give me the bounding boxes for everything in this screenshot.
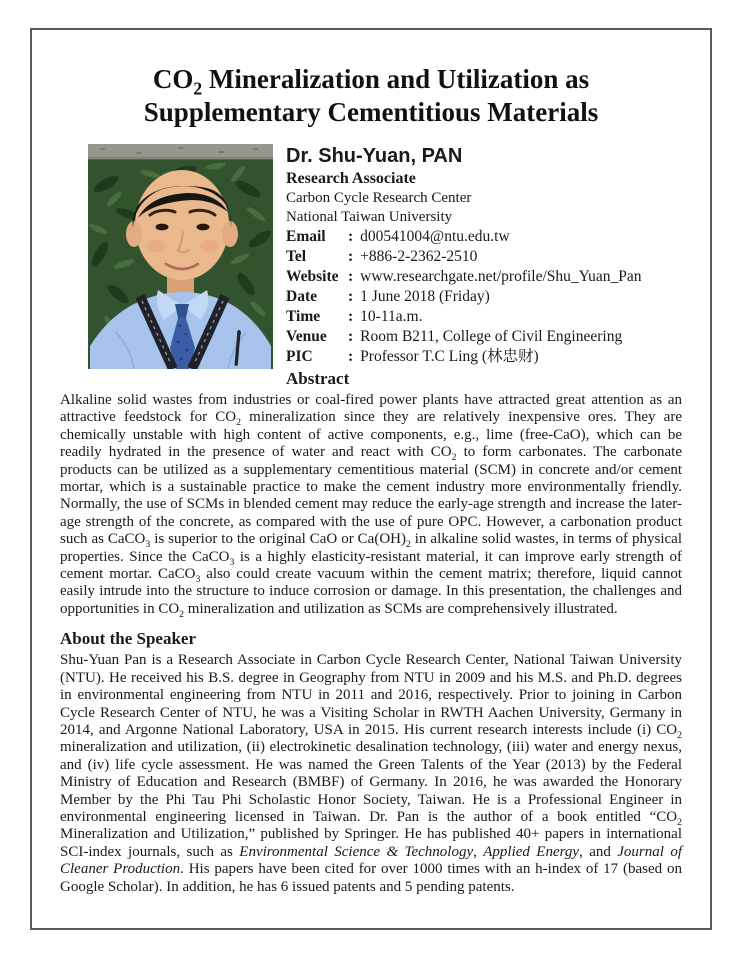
date-value: 1 June 2018 (Friday) — [360, 288, 490, 305]
date-separator: : — [348, 288, 354, 305]
pic-label: PIC — [286, 348, 313, 365]
pic-value: Professor T.C Ling (林忠财) — [360, 348, 539, 365]
email-separator: : — [348, 228, 354, 245]
seminar-title-line1: $CO_2$ Mineralization and Utilization as — [152, 64, 590, 99]
time-separator: : — [348, 308, 354, 325]
website-label: Website — [286, 268, 339, 285]
email-label: Email — [286, 228, 326, 245]
venue-separator: : — [348, 328, 354, 345]
speaker-role: Research Associate — [286, 170, 416, 187]
website-value: www.researchgate.net/profile/Shu_Yuan_Pan — [360, 268, 642, 285]
abstract-heading: Abstract — [286, 369, 350, 388]
website-separator: : — [348, 268, 354, 285]
time-value: 10-11a.m. — [360, 308, 423, 325]
speaker-name: Dr. Shu-Yuan, PAN — [286, 145, 463, 167]
pic-separator: : — [348, 348, 354, 365]
flyer-border-frame — [30, 28, 712, 930]
speaker-org-university: National Taiwan University — [286, 209, 453, 225]
email-value: d00541004@ntu.edu.tw — [360, 228, 510, 245]
info-row-time — [286, 307, 682, 327]
speaker-info — [286, 144, 682, 390]
info-row-pic — [286, 347, 682, 367]
info-row-date — [286, 287, 682, 307]
speaker-photo-illustration — [88, 144, 273, 369]
tel-label: Tel — [286, 248, 307, 265]
about-speaker-heading: About the Speaker — [60, 629, 197, 649]
info-row-venue — [286, 327, 682, 347]
seminar-title — [60, 63, 682, 129]
abstract-text: Alkaline solid wastes from industries or coal-fired power plants have attracted great attention as an attractive feedstock for $CO_2$ mineralization since they are relatively inexpensive ores. They are chemically unstable with high content of active components, e.g., lime (free-CaO), which can be readily hydrated in the presence of water and react with $CO_2$ to form carbonates. The carbonate products can be utilized as a supplementary cementitious material (SCM) in concrete and/or cement mortar, which is a sustainable practice to make the cement industry more environmentally friendly. Normally, the use of SCMs in blended cement may reduce the early-age strength and increase the later-age strength of the concrete, as compared with the use of pure OPC. However, a carbonation product such as CaCO$_3$ is superior to the original CaO or $Ca(OH)_2$ in alkaline solid wastes, in terms of physical properties. Since the CaCO$_3$ is a highly elasticity-resistant material, it can improve early strength of cement mortar. CaCO$_3$ also could create vacuum within the cement matrix; therefore, liquid cannot easily intrude into the structure to induce corrosion or damage. In this presentation, the challenges and opportunities in $CO_2$ mineralization and utilization as SCMs are comprehensively illustrated. — [60, 392, 683, 620]
about-speaker-text: Shu-Yuan Pan is a Research Associate in Carbon Cycle Research Center, National Taiwan University (NTU). He received his B.S. degree in Geography from NTU in 2009 and his M.S. and Ph.D. degrees in environmental engineering from NTU in 2011 and 2016, respectively. Prior to joining in Carbon Cycle Research Center of NTU, he was a Visiting Scholar in RWTH Aachen University, Germany in 2014, and Argonne National Laboratory, USA in 2015. His current research interests include (i) $CO_2$ mineralization and utilization, (ii) electrokinetic desalination technology, (iii) water and energy nexus, and (iv) life cycle assessment. He was named the Green Talents of the Year (2013) by the Federal Ministry of Education and Research (BMBF) of Germany. In 2016, he was awarded the Honorary Member by the Phi Tau Phi Scholastic Honor Society, Taiwan. He is a Professional Engineer in environmental engineering licensed in Taiwan. Dr. Pan is the author of a book entitled “$CO_2$ Mineralization and Utilization,” published by Springer. He has published 40+ papers in international SCI-index journals, such as Environmental Science & Technology, Applied Energy, and Journal of Cleaner Production. His papers have been cited for over 1000 times with an h-index of 17 (based on Google Scholar). In addition, he has 6 issued patents and 5 pending patents. — [60, 652, 682, 895]
speaker-photo — [88, 144, 273, 369]
venue-label: Venue — [286, 328, 327, 345]
date-label: Date — [286, 288, 317, 305]
venue-value: Room B211, College of Civil Engineering — [360, 328, 623, 345]
tel-separator: : — [348, 248, 354, 265]
speaker-org-center: Carbon Cycle Research Center — [286, 190, 472, 206]
speaker-section — [60, 144, 682, 390]
info-row-tel — [286, 247, 682, 267]
time-label: Time — [286, 308, 321, 325]
seminar-title-line2: Supplementary Cementitious Materials — [143, 97, 599, 127]
info-row-email — [286, 227, 682, 247]
info-row-website — [286, 267, 682, 287]
tel-value: +886-2-2362-2510 — [360, 248, 478, 265]
